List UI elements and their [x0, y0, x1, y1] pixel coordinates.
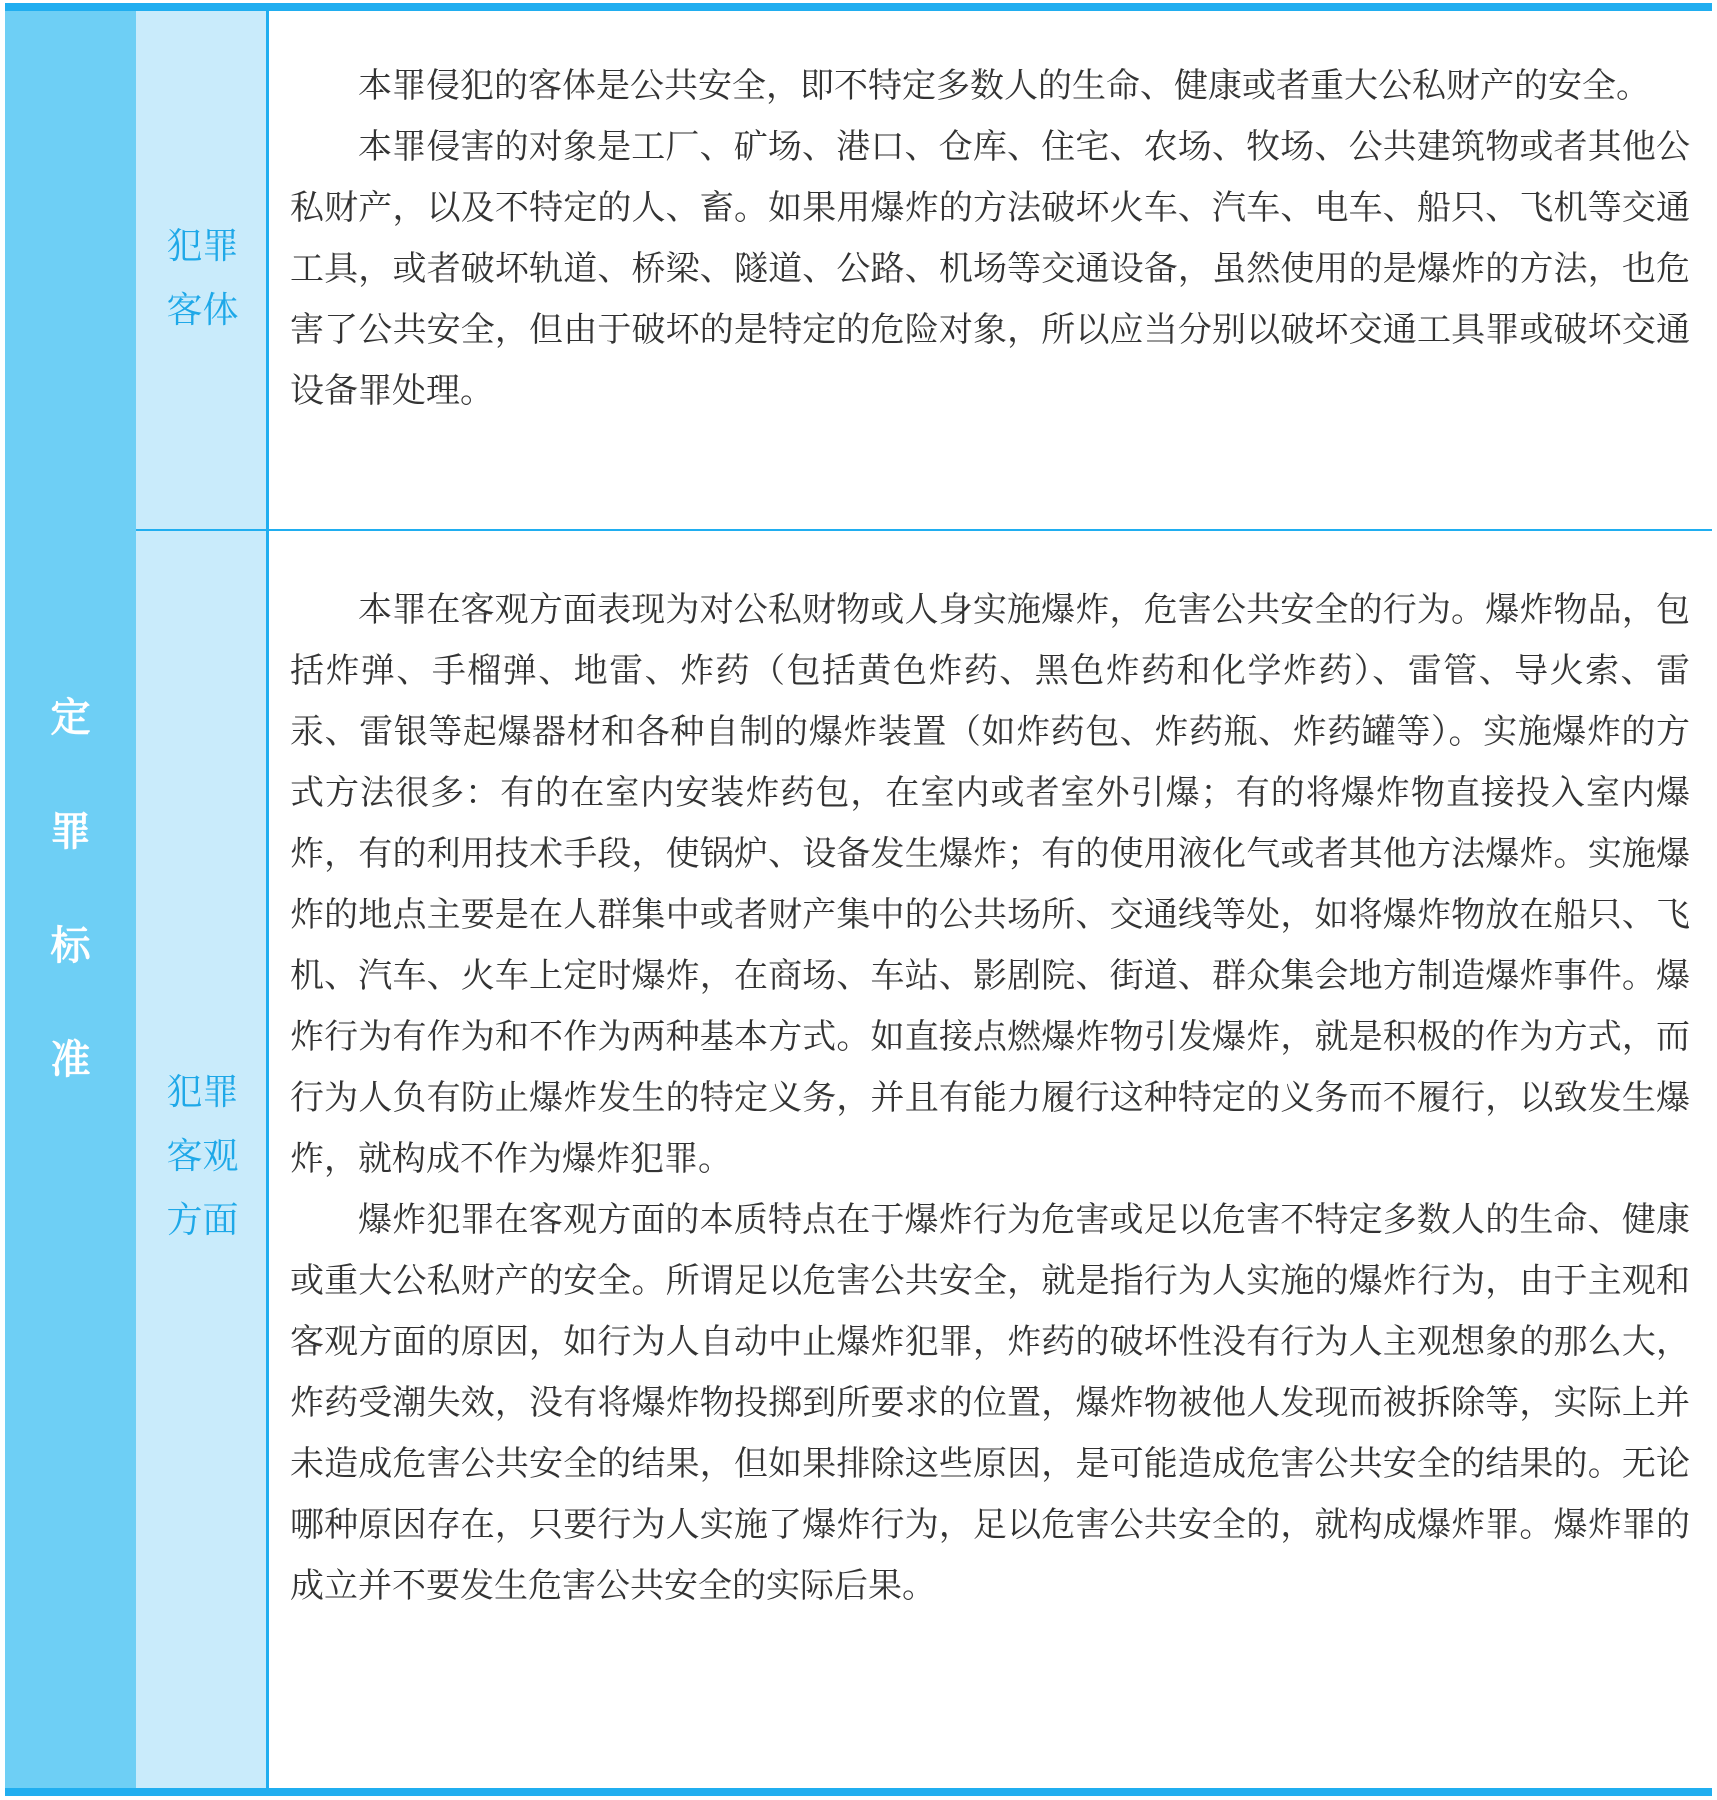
row-label-criminal-object [136, 215, 269, 343]
row-objective-aspect-content [290, 580, 1690, 1617]
row-criminal-object-content [290, 56, 1690, 422]
label-line: 定 [50, 695, 91, 741]
paragraph: 本罪侵害的对象是工厂、矿场、港口、仓库、住宅、农场、牧场、公共建筑物或者其他公私财产，以及不特定的人、畜。如果用爆炸的方法破坏火车、汽车、电车、船只、飞机等交通工具，或者破坏轨道、桥梁、隧道、公路、机场等交通设备，虽然使用的是爆炸的方法，也危害了公共安全，但由于破坏的是特定的危险对象，所以应当分别以破坏交通工具罪或破坏交通设备罪处理。 [290, 127, 1690, 411]
top-rule [5, 3, 1712, 11]
label-line: 客观 [166, 1136, 239, 1177]
label-line: 方面 [166, 1200, 239, 1241]
row-divider [136, 529, 1712, 531]
label-line: 标 [50, 923, 91, 969]
row-criminal-object-header [136, 11, 269, 529]
label-line: 准 [50, 1037, 91, 1083]
paragraph: 爆炸犯罪在客观方面的本质特点在于爆炸行为危害或足以危害不特定多数人的生命、健康或重大公私财产的安全。所谓足以危害公共安全，就是指行为人实施的爆炸行为，由于主观和客观方面的原因，如行为人自动中止爆炸犯罪，炸药的破坏性没有行为人主观想象的那么大，炸药受潮失效，没有将爆炸物投掷到所要求的位置，爆炸物被他人发现而被拆除等，实际上并未造成危害公共安全的结果，但如果排除这些原因，是可能造成危害公共安全的结果的。无论哪种原因存在，只要行为人实施了爆炸行为，足以危害公共安全的，就构成爆炸罪。爆炸罪的成立并不要发生危害公共安全的实际后果。 [290, 1200, 1690, 1606]
row-objective-aspect-header [136, 531, 269, 1788]
row-label-objective-aspect [136, 1061, 269, 1253]
label-line: 犯罪 [166, 1072, 239, 1113]
label-line: 犯罪 [166, 226, 239, 267]
label-line: 客体 [166, 290, 239, 331]
paragraph: 本罪在客观方面表现为对公私财物或人身实施爆炸，危害公共安全的行为。爆炸物品，包括炸弹、手榴弹、地雷、炸药（包括黄色炸药、黑色炸药和化学炸药）、雷管、导火索、雷汞、雷银等起爆器材和各种自制的爆炸装置（如炸药包、炸药瓶、炸药罐等）。实施爆炸的方式方法很多：有的在室内安装炸药包，在室内或者室外引爆；有的将爆炸物直接投入室内爆炸，有的利用技术手段，使锅炉、设备发生爆炸；有的使用液化气或者其他方法爆炸。实施爆炸的地点主要是在人群集中或者财产集中的公共场所、交通线等处，如将爆炸物放在船只、飞机、汽车、火车上定时爆炸，在商场、车站、影剧院、街道、群众集会地方制造爆炸事件。爆炸行为有作为和不作为两种基本方式。如直接点燃爆炸物引发爆炸，就是积极的作为方式，而行为人负有防止爆炸发生的特定义务，并且有能力履行这种特定的义务而不履行，以致发生爆炸，就构成不作为爆炸犯罪。 [290, 590, 1690, 1179]
main-category-column [5, 11, 136, 1788]
label-line: 罪 [50, 809, 91, 855]
column-divider [266, 11, 269, 1788]
paragraph: 本罪侵犯的客体是公共安全，即不特定多数人的生命、健康或者重大公私财产的安全。 [358, 66, 1650, 106]
bottom-rule [5, 1788, 1712, 1796]
main-category-label [5, 661, 136, 1117]
